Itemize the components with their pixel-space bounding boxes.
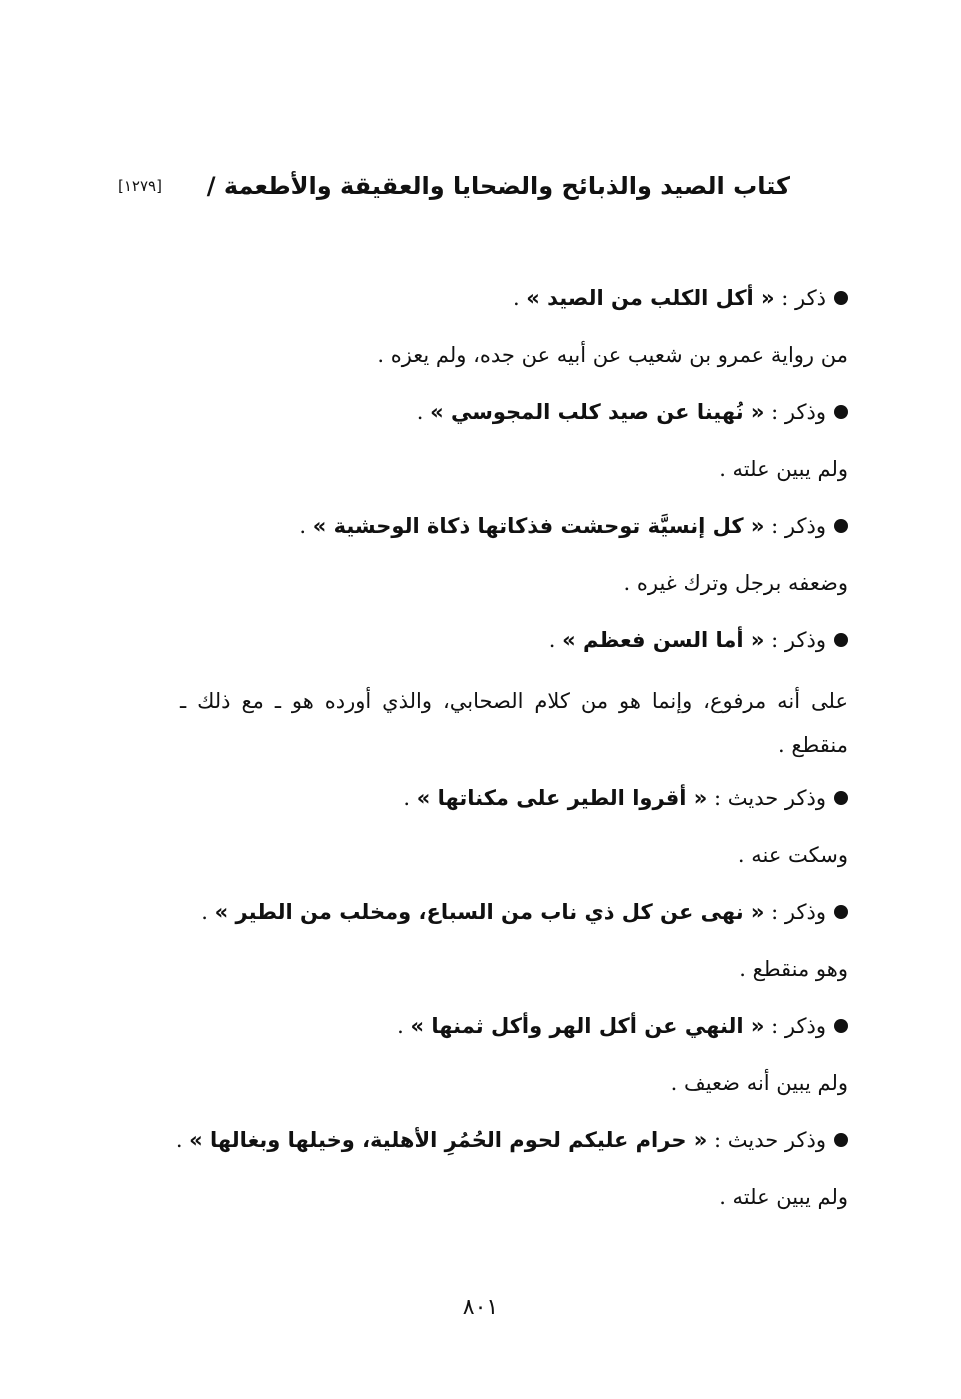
comment-paragraph [180,679,848,767]
running-header [110,168,790,204]
entry-line [180,622,848,658]
entry-line [180,280,848,316]
entry-suffix: . [416,400,431,424]
entry-suffix: . [548,628,563,652]
header-reference-number: [١٢٧٩] [118,177,162,195]
bullet-icon [834,1133,848,1147]
bullet-icon [834,1019,848,1033]
entry-prefix: وذكر : [764,900,826,924]
entry-prefix: وذكر : [764,514,826,538]
entry-line [180,780,848,816]
comment-text: وهو منقطع . [739,957,848,981]
entry-prefix: وذكر حديث : [707,1128,826,1152]
comment-text: ولم يبين علته . [719,457,848,481]
comment-line [180,951,848,987]
comment-line [180,565,848,601]
entry-suffix: . [299,514,313,538]
bullet-icon [834,291,848,305]
comment-text: وضعفه برجل وترك غيره . [623,571,848,595]
comment-text: ولم يبين علته . [719,1185,848,1209]
entry-line [180,1008,848,1044]
hadith-quote: « النهي عن أكل الهر وأكل ثمنها » [410,1014,765,1038]
comment-text: وسكت عنه . [737,843,848,867]
bullet-icon [834,519,848,533]
entry-suffix: . [512,286,527,310]
bullet-icon [834,791,848,805]
entry-prefix: ذكر : [774,286,826,310]
entry-prefix: وذكر : [764,628,826,652]
entry-suffix: . [175,1128,190,1152]
entry-prefix: وذكر : [764,1014,826,1038]
bullet-icon [834,905,848,919]
entry-suffix: . [397,1014,411,1038]
comment-text: على أنه مرفوع، وإنما هو من كلام الصحابي، والذي أورده هو ـ مع ذلك ـ منقطع . [180,689,848,757]
entry-line [180,394,848,430]
page-body [175,280,848,1236]
hadith-quote: « حرام عليكم لحوم الحُمُرِ الأهلية، وخيلها وبغالها » [189,1128,708,1152]
hadith-quote: « نهى عن كل ذي ناب من السباع، ومخلب من الطير » [214,900,765,924]
comment-text: ولم يبين أنه ضعيف . [670,1071,848,1095]
hadith-quote: « أقروا الطير على مكناتها » [416,786,708,810]
hadith-quote: « أكل الكلب من الصيد » [526,286,775,310]
header-title: كتاب الصيد والذبائح والضحايا والعقيقة والأطعمة / [206,172,790,200]
hadith-quote: « كل إنسيَّة توحشت فذكاتها ذكاة الوحشية » [312,514,765,538]
entry-line [180,894,848,930]
entry-prefix: وذكر حديث : [707,786,826,810]
bullet-icon [834,633,848,647]
comment-line [180,337,848,373]
hadith-quote: « نُهينا عن صيد كلب المجوسي » [430,400,765,424]
comment-line [180,1065,848,1101]
hadith-quote: « أما السن فعظم » [562,628,765,652]
entry-suffix: . [201,900,215,924]
comment-text: من رواية عمرو بن شعيب عن أبيه عن جده، ولم يعزه . [377,343,848,367]
page-number: ٨٠١ [462,1295,499,1320]
entry-line [180,508,848,544]
comment-line [180,451,848,487]
entry-line [175,1122,848,1158]
entry-suffix: . [403,786,417,810]
comment-line [180,1179,848,1215]
bullet-icon [834,405,848,419]
comment-line [180,837,848,873]
entry-prefix: وذكر : [764,400,826,424]
